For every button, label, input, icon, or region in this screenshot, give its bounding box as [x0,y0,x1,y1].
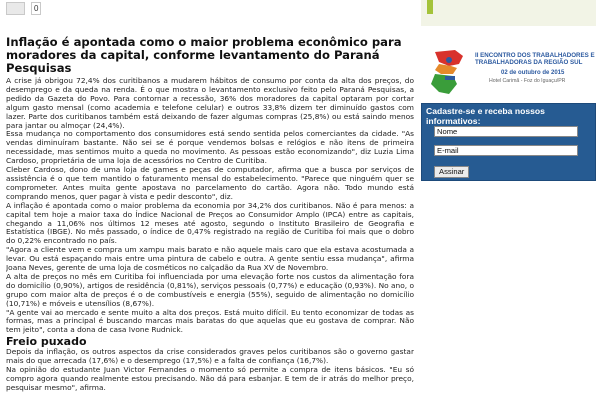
article-paragraph: Depois da inflação, os outros aspectos da crise considerados graves pelos curitibanos são o governo gastar mais do que arrecada (17,6%) e o desemprego (17,5%) e a falta de confiança (16,7%). [6,347,414,366]
article-paragraph: Na opinião do estudante Juan Victor Fernandes o momento só permite a compra de itens básicos. "Eu só compro agora quando realmente estou precisando. Não dá para esbanjar. E tem de ir atrás do melhor preço, pesquisar mesmo", afirma. [6,365,414,392]
southern-region-map-icon [425,46,473,98]
sidebar [421,0,600,400]
top-ad-banner[interactable] [421,0,596,26]
event-title: II ENCONTRO DOS TRABALHADORES E TRABALHADORAS DA REGIÃO SUL [475,52,595,66]
event-banner[interactable] [421,43,596,100]
article-title: Inflação é apontada como o maior problema econômico para moradores da capital, conforme levantamento do Paraná Pesquisas [6,35,402,75]
share-bar [6,0,414,36]
article-paragraph: A inflação é apontada como o maior problema da economia por 34,2% dos curitibanos. Não é para menos: a capital tem hoje a maior taxa do Índice Nacional de Preços ao Consumidor Amplo (IPCA) entre as capitais, chegando a 11,06% nos últimos 12 meses até agosto, segundo o Instituto Brasileiro de Geografia e Estatística (IBGE). No mês passado, o índice de 0,47% registrado na região de Curitiba foi mais que o dobro do 0,22% encontrado no país. [6,200,414,246]
article-paragraph: Essa mudança no comportamento dos consumidores está sendo sentida pelos comerciantes da cidade. "As vendas diminuíram bastante. Não sei se é porque vendemos bolsas e relógios e não itens de primeira necessidade, mas sentimos muito a queda no movimento. As pessoas estão economizando", diz Luzia Lima Cardoso, proprietária de uma loja de acessórios no Centro de Curitiba. [6,129,414,166]
article [6,0,414,400]
name-input[interactable] [434,126,578,137]
article-paragraph: A crise já obrigou 72,4% dos curitibanos a mudarem hábitos de consumo por conta da alta dos preços, do desemprego e da queda na renda. É o que mostra o levantamento exclusivo feito pelo Paraná Pesquisas, a pedido da Gazeta do Povo. Para contornar a recessão, 36% dos moradores da capital optaram por cortar algum gasto mensal (como academia e telefone celular) e outros 33,8% dizem ter diminuído gastos com lazer. Parte dos curitibanos também está deixando de fazer algumas compras (25,8%) ou está saindo menos para jantar ou almoçar (24,4%). [6,76,414,130]
email-input[interactable] [434,145,578,156]
newsletter-box [421,103,596,181]
subscribe-button[interactable]: Assinar [434,166,469,178]
share-count: 0 [31,2,41,15]
article-paragraph: "Agora a cliente vem e compra um xampu mais barato e não aquele mais caro que ela estava acostumada a levar. Ou está espaçando mais entre uma pintura de cabelo e outra. A gente sentiu essa mudança", afirma Joana Neves, gerente de uma loja de cosméticos no calçadão da Rua XV de Novembro. [6,245,414,273]
ad-accent-bar [427,0,433,14]
article-paragraph: "A gente vai ao mercado e sente muito a alta dos preços. Está muito difícil. Eu tento economizar de todas as formas, mas a principal é buscando marcas mais baratas do que aquelas que eu gostava de comprar. Não tem jeito", conta a dona de casa Ivone Rudnick. [6,307,414,335]
article-paragraph: A alta de preços no mês em Curitiba foi influenciada por uma elevação forte nos custos da alimentação fora do domicílio (0,90%), artigos de residência (0,81%), serviços pessoais (0,77%) e educação (0,93%). No ano, o grupo com maior alta de preços é o de combustíveis e energia (55%), seguido de alimentação no domicílio (10,71%) e móveis e utensílios (8,67%). [6,271,414,308]
event-date: 02 de outubro de 2015 [501,70,565,76]
newsletter-title: Cadastre-se e receba nossos informativos: [426,106,545,126]
event-place: Hotel Carimã - Foz do Iguaçu/PR [489,78,566,84]
article-body [6,77,414,393]
article-subheading: Freio puxado [6,335,87,349]
share-button[interactable] [6,2,25,15]
article-paragraph: Cleber Cardoso, dono de uma loja de games e peças de computador, afirma que a busca por serviços de assistência é o que tem mantido o faturamento mensal do estabelecimento. "Parece que ninguém quer se comprometer. Antes muita gente apostava no parcelamento do cartão. Agora não. Todo mundo está comprando menos, quer pagar à vista e pedir desconto", diz. [6,165,414,201]
